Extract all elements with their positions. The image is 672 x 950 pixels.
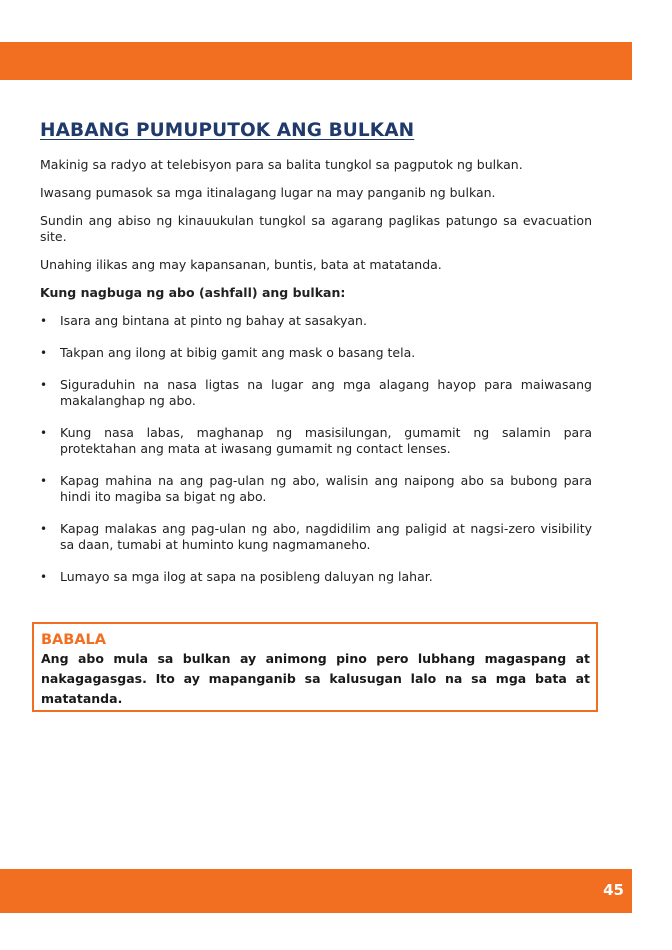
list-item — [40, 425, 592, 457]
ashfall-bullet-list — [40, 313, 592, 585]
paragraph: Iwasang pumasok sa mga itinalagang lugar na may panganib ng bulkan. — [40, 185, 496, 200]
bullet-icon: • — [40, 522, 48, 536]
bullet-icon: • — [40, 378, 48, 392]
list-item-text: Isara ang bintana at pinto ng bahay at sasakyan. — [60, 313, 367, 328]
list-item — [40, 521, 592, 553]
list-item-text: Takpan ang ilong at bibig gamit ang mask o basang tela. — [60, 345, 416, 360]
bullet-icon: • — [40, 314, 48, 328]
bullet-icon: • — [40, 474, 48, 488]
paragraph: Unahing ilikas ang may kapansanan, buntis, bata at matatanda. — [40, 257, 442, 272]
list-item-text: Kapag mahina na ang pag-ulan ng abo, walisin ang naipong abo sa bubong para hindi ito magiba sa bigat ng abo. — [60, 473, 592, 504]
header-bar — [0, 42, 632, 80]
bullet-icon: • — [40, 346, 48, 360]
page-title: HABANG PUMUPUTOK ANG BULKAN — [40, 120, 415, 141]
list-item — [40, 345, 592, 361]
list-item — [40, 377, 592, 409]
warning-box — [32, 622, 598, 712]
warning-text: Ang abo mula sa bulkan ay animong pino pero lubhang magaspang at nakagagasgas. Ito ay mapanganib sa kalusugan lalo na sa mga bata at matatanda. — [41, 651, 590, 706]
bullet-icon: • — [40, 570, 48, 584]
paragraph: Makinig sa radyo at telebisyon para sa balita tungkol sa pagputok ng bulkan. — [40, 157, 523, 172]
page-number: 45 — [603, 881, 624, 899]
bullet-icon: • — [40, 426, 48, 440]
list-item — [40, 473, 592, 505]
list-item — [40, 569, 592, 585]
main-content — [40, 120, 592, 601]
list-item-text: Siguraduhin na nasa ligtas na lugar ang mga alagang hayop para maiwasang makalanghap ng abo. — [60, 377, 592, 408]
ashfall-subheading: Kung nagbuga ng abo (ashfall) ang bulkan: — [40, 285, 346, 300]
list-item-text: Lumayo sa mga ilog at sapa na posibleng daluyan ng lahar. — [60, 569, 433, 584]
list-item-text: Kung nasa labas, maghanap ng masisilungan, gumamit ng salamin para protektahan ang mata at iwasang gumamit ng contact lenses. — [60, 425, 592, 456]
footer-bar — [0, 869, 632, 913]
paragraph: Sundin ang abiso ng kinauukulan tungkol sa agarang paglikas patungo sa evacuation site. — [40, 213, 592, 244]
list-item-text: Kapag malakas ang pag-ulan ng abo, nagdidilim ang paligid at nagsi-zero visibility sa daan, tumabi at huminto kung nagmamaneho. — [60, 521, 592, 552]
warning-title: BABALA — [41, 632, 107, 648]
list-item — [40, 313, 592, 329]
